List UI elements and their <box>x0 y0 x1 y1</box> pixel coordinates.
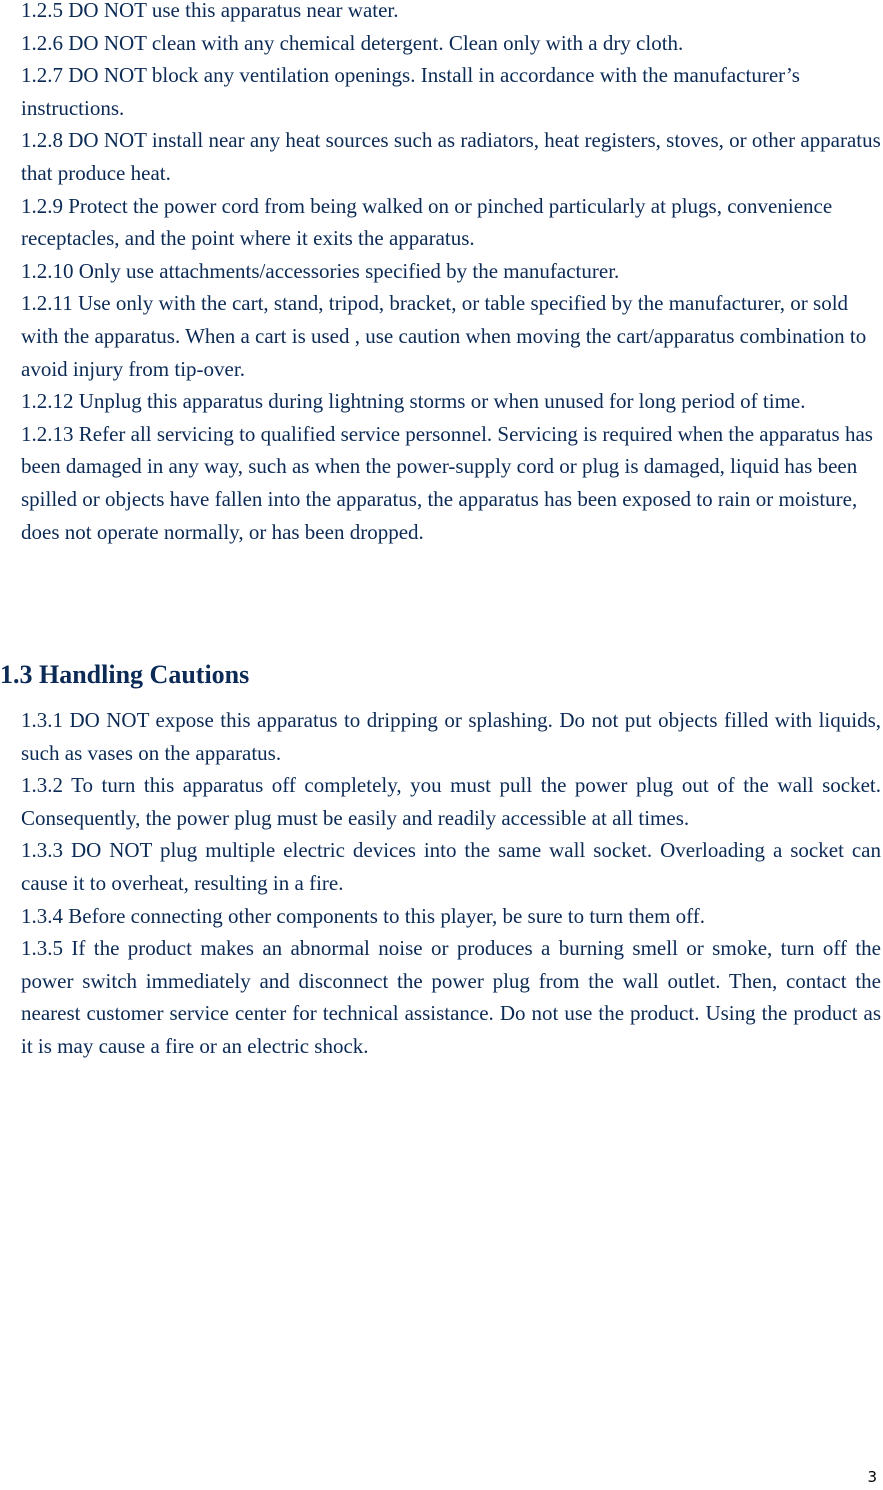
item-1-3-4: 1.3.4 Before connecting other components to this player, be sure to turn them off. <box>21 903 706 928</box>
item-1-2-10: 1.2.10 Only use attachments/accessories specified by the manufacturer. <box>21 258 620 283</box>
item-1-2-8: 1.2.8 DO NOT install near any heat sources such as radiators, heat registers, stoves, or other apparatus that produce heat. <box>21 128 881 185</box>
item-1-2-9: 1.2.9 Protect the power cord from being walked on or pinched particularly at plugs, convenience receptacles, and the point where it exits the apparatus. <box>21 193 833 251</box>
item-1-3-2: 1.3.2 To turn this apparatus off completely, you must pull the power plug out of the wall socket. Consequently, the power plug must be easily and readily accessible at all times. <box>21 773 881 830</box>
section-1-3-list <box>21 704 881 1063</box>
item-1-3-1: 1.3.1 DO NOT expose this apparatus to dripping or splashing. Do not put objects filled with liquids, such as vases on the apparatus. <box>21 708 881 765</box>
section-heading: 1.3 Handling Cautions <box>0 660 250 689</box>
item-1-2-6: 1.2.6 DO NOT clean with any chemical detergent. Clean only with a dry cloth. <box>21 30 684 55</box>
item-1-3-3: 1.3.3 DO NOT plug multiple electric devices into the same wall socket. Overloading a socket can cause it to overheat, resulting in a fire. <box>21 838 881 895</box>
page-number: 3 <box>867 1468 877 1486</box>
item-1-2-12: 1.2.12 Unplug this apparatus during lightning storms or when unused for long period of time. <box>21 389 806 414</box>
section-1-2-continued <box>21 0 881 548</box>
item-1-2-11: 1.2.11 Use only with the cart, stand, tripod, bracket, or table specified by the manufacturer, or sold with the apparatus. When a cart is used , use caution when moving the cart/apparatus combination to avoid injury from tip-over. <box>21 291 867 381</box>
item-1-2-5: 1.2.5 DO NOT use this apparatus near water. <box>21 0 399 22</box>
item-1-2-7: 1.2.7 DO NOT block any ventilation openings. Install in accordance with the manufacturer’s instructions. <box>21 63 800 120</box>
item-1-2-13: 1.2.13 Refer all servicing to qualified service personnel. Servicing is required when the apparatus has been damaged in any way, such as when the power-supply cord or plug is damaged, liquid has been spilled or objects have fallen into the apparatus, the apparatus has been exposed to rain or moisture, does not operate normally, or has been dropped. <box>21 421 873 544</box>
item-1-3-5: 1.3.5 If the product makes an abnormal noise or produces a burning smell or smoke, turn off the power switch immediately and disconnect the power plug from the wall outlet. Then, contact the nearest customer service center for technical assistance. Do not use the product. Using the product as it is may cause a fire or an electric shock. <box>21 936 881 1058</box>
